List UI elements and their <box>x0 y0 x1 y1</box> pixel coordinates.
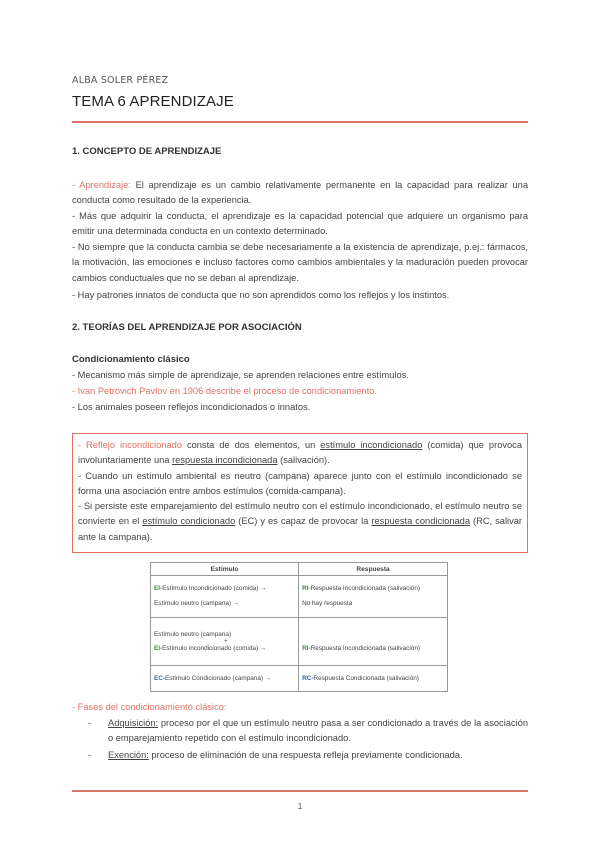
bottom-divider <box>72 790 528 792</box>
ei-abbr: EI- <box>154 644 163 652</box>
section1-paragraph-4: - Hay patrones innatos de conducta que no son aprendidos como los reflejos y los instintos. <box>72 290 450 300</box>
section2-line-3: - Los animales poseen reflejos incondicionados o innatos. <box>72 402 311 412</box>
cell-text: Estímulo neutro (campana) → <box>154 600 240 608</box>
box-text: (salivación). <box>277 455 330 466</box>
section1-paragraph-3: - No siempre que la conducta cambia se debe necesariamente a la existencia de aprendizaje, p.ej.: fármacos, la motivación, las emociones e incluso factores como cambios ambientales y la maduración pueden provocar cambios conductuales que no se deban al aprendizaje. <box>72 242 528 283</box>
cell-text: No hay respuesta <box>302 600 353 608</box>
underlined-term: respuesta incondicionada <box>172 455 278 466</box>
box-text: consta de dos elementos, un <box>181 440 321 450</box>
phase-acquisition <box>88 716 528 747</box>
underlined-term: respuesta condicionada <box>371 516 471 527</box>
aprendizaje-text: El aprendizaje es un cambio relativamente permanente en la capacidad para realizar una conducta como resultado de la experiencia. <box>72 180 528 206</box>
phase-text: proceso por el que un estímulo neutro pasa a ser condicionado a través de la asociación o emparejamiento repetido con el estímulo incondicionado. <box>108 718 528 744</box>
ri-abbr: RI- <box>302 644 311 652</box>
cell-text: Respuesta Incondicionada (salivación) <box>310 644 421 652</box>
cell-text: Respuesta Condicionada (salivación) <box>313 674 419 682</box>
table-row <box>151 576 448 618</box>
ec-abbr: EC- <box>154 674 166 682</box>
box-text: - Si persiste este emparejamiento del estímulo neutro con el estímulo incondicionado, el estímulo neutro se convierte en el <box>78 501 522 527</box>
conditioning-table <box>150 562 448 692</box>
ri-abbr: RI- <box>302 585 311 593</box>
reflex-callout-box <box>72 433 528 553</box>
phases-label: - Fases del condicionamiento clásico: <box>72 702 227 712</box>
box-paragraph-2: - Cuando un estímulo ambiental es neutro (campana) aparece junto con el estímulo incondicionado se forma una asociación entre ambos estímulos (comida-campana). <box>78 470 522 496</box>
section2-line-1: - Mecanismo más simple de aprendizaje, se aprenden relaciones entre estímulos. <box>72 370 409 380</box>
box-paragraph-1 <box>78 438 522 469</box>
table-row <box>151 665 448 691</box>
dash-bullet: - <box>88 750 92 760</box>
box-paragraph-3 <box>78 499 522 545</box>
page-title: TEMA 6 APRENDIZAJE <box>72 93 234 110</box>
rc-abbr: RC- <box>302 674 314 682</box>
phase-exencion <box>88 748 528 763</box>
underlined-term: estímulo condicionado <box>142 516 236 527</box>
cell-text: Estímulo neutro (campana) <box>154 630 232 638</box>
phase-term: Exención: <box>108 750 149 760</box>
cell-text: + <box>224 637 228 645</box>
cell-text: Estímulo Incondicionado (comida) → <box>162 585 267 593</box>
section2-subheading: Condicionamiento clásico <box>72 354 190 365</box>
cell-text: Respuesta Incondicionada (salivación) <box>310 585 421 593</box>
box-text: (RC, salivar ante la campana). <box>78 516 523 542</box>
underlined-term: estímulo incondicionado <box>320 440 423 450</box>
page-number: 1 <box>297 801 303 811</box>
dash-bullet: - <box>88 718 92 728</box>
aprendizaje-label: - Aprendizaje: <box>72 180 131 190</box>
table-header-response: Respuesta <box>299 563 448 576</box>
section2-heading: 2. TEORÍAS DEL APRENDIZAJE POR ASOCIACIÓN <box>72 322 302 333</box>
section1-heading: 1. CONCEPTO DE APRENDIZAJE <box>72 146 222 157</box>
phase-text: proceso de eliminación de una respuesta refleja previamente condicionada. <box>148 750 463 760</box>
table-header-stimulus: Estímulo <box>151 563 299 576</box>
phase-term: Adquisición: <box>108 718 159 728</box>
ei-abbr: EI- <box>154 585 163 593</box>
cell-text: Estímulo Condicionado (campana) → <box>165 674 272 682</box>
section1-paragraph-2: - Más que adquirir la conducta, el aprendizaje es la capacidad potencial que adquiere un organismo para emitir una determinada conducta en un contexto determinado. <box>72 211 528 237</box>
author-name: ALBA SOLER PÉREZ <box>72 75 169 86</box>
top-divider <box>72 121 528 123</box>
cell-text: Estímulo incondicionado (comida) → <box>162 644 267 652</box>
box-text: (comida) que provoca involuntariamente una <box>78 440 523 466</box>
box-text: (EC) y es capaz de provocar la <box>235 516 372 527</box>
reflex-label: - Reflejo incondicionado <box>78 440 182 450</box>
section1-paragraph-1 <box>72 178 528 209</box>
section2-line-2: - Ivan Petrovich Pavlov en 1906 describe el proceso de condicionamiento. <box>72 386 377 396</box>
table-row <box>151 617 448 665</box>
